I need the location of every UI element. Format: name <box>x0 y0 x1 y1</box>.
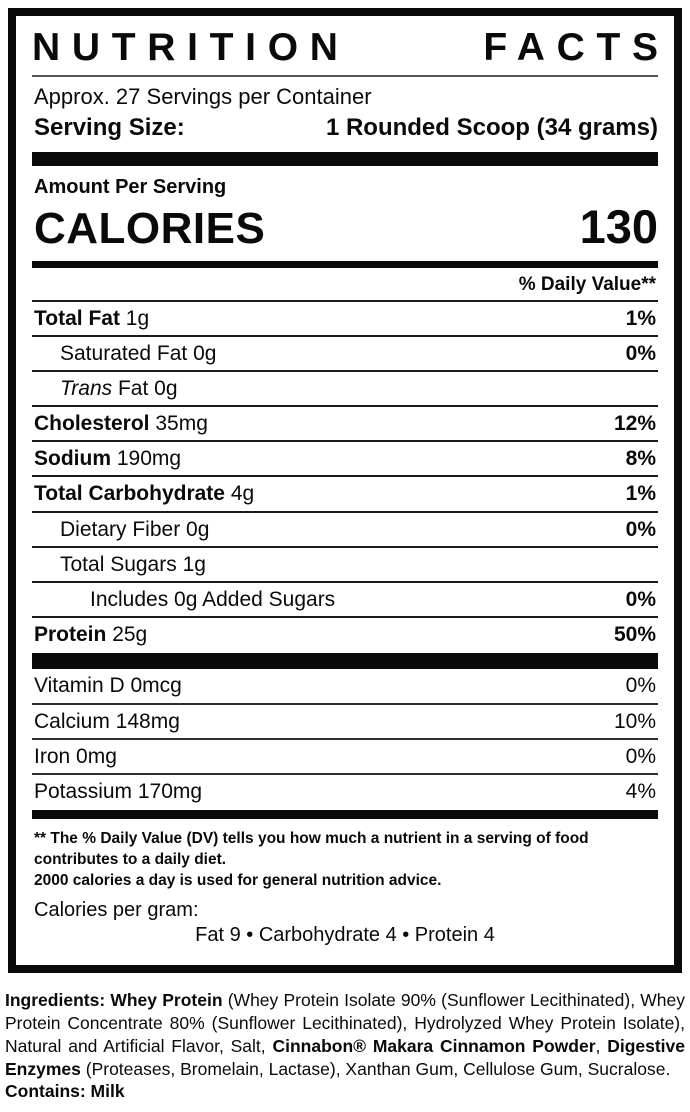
nutrient-name: Total Sugars 1g <box>60 552 206 576</box>
nutrient-amount: 1g <box>125 306 150 330</box>
nutrient-row-trans-fat <box>32 372 658 407</box>
calories-row <box>32 199 658 256</box>
calories-per-gram-label: Calories per gram: <box>34 898 199 921</box>
nutrient-amount: 25g <box>112 623 148 647</box>
thick-divider-bar <box>32 261 658 268</box>
label-title: NUTRITION FACTS <box>32 26 670 69</box>
micro-row-calcium <box>32 705 658 740</box>
nutrient-dv: 10% <box>613 709 656 733</box>
nutrient-dv: 0% <box>625 744 656 768</box>
nutrient-amount: 4g <box>230 482 255 506</box>
nutrient-table <box>32 302 658 652</box>
nutrient-name: Includes 0g Added Sugars <box>90 588 336 611</box>
serving-size-value: 1 Rounded Scoop (34 grams) <box>325 113 658 141</box>
serving-size-row <box>32 113 658 146</box>
footnote-line-2: 2000 calories a day is used for general nutrition advice. <box>34 871 442 889</box>
nutrient-name: Iron 0mg <box>34 744 117 768</box>
calories-per-gram-values: Fat 9 • Carbohydrate 4 • Protein 4 <box>195 923 495 946</box>
nutrient-row-cholesterol <box>32 407 658 442</box>
micronutrient-table <box>32 669 658 808</box>
amount-per-serving-label: Amount Per Serving <box>34 175 227 198</box>
nutrient-dv: 0% <box>625 517 656 541</box>
title-divider <box>32 75 658 77</box>
calories-label: CALORIES <box>34 203 266 253</box>
nutrient-dv: 50% <box>613 623 656 647</box>
contains-line: Contains: Milk <box>5 1081 125 1102</box>
nutrient-row-total-fat <box>32 302 658 337</box>
nutrient-name: Sodium 190mg <box>34 447 182 471</box>
nutrient-name: Calcium 148mg <box>34 709 180 733</box>
daily-value-header: % Daily Value** <box>32 272 658 302</box>
nutrient-row-dietary-fiber <box>32 513 658 548</box>
nutrient-dv: 0% <box>625 674 656 698</box>
nutrient-row-added-sugars <box>32 583 658 618</box>
nutrient-row-sodium <box>32 442 658 477</box>
thick-divider-bar <box>32 810 658 819</box>
footnote-line-1: ** The % Daily Value (DV) tells you how much a nutrient in a serving of food contributes to a daily diet. <box>34 830 589 869</box>
nutrition-facts-panel <box>8 8 682 973</box>
nutrient-name: Vitamin D 0mcg <box>34 674 182 698</box>
nutrient-amount: 35mg <box>155 412 208 436</box>
nutrient-dv: 0% <box>625 588 656 611</box>
daily-value-footnote <box>32 827 658 896</box>
nutrient-name: Potassium 170mg <box>34 779 203 803</box>
thick-divider-bar <box>32 653 658 669</box>
micro-row-iron <box>32 740 658 775</box>
ingredients-paragraph: Ingredients: Whey Protein (Whey Protein Isolate 90% (Sunflower Lecithinated), Whey Protein Concentrate 80% (Sunflower Lecithinated), Hydrolyzed Whey Protein Isolate), Natural and Artificial Flavor, Salt, Cinnabon® Makara Cinnamon Powder, Digestive Enzymes (Proteases, Bromelain, Lactase), Xanthan Gum, Cellulose Gum, Sucralose. <box>5 989 685 1080</box>
nutrient-name: Trans Fat 0g <box>60 376 178 400</box>
digestive-enzymes-bold: Digestive Enzymes <box>5 1036 685 1080</box>
calories-value: 130 <box>579 199 658 253</box>
nutrient-row-total-carbohydrate <box>32 477 658 512</box>
nutrient-dv: 1% <box>625 482 656 506</box>
nutrient-dv: 8% <box>625 447 656 471</box>
nutrient-dv: 0% <box>625 341 656 365</box>
nutrient-name: Protein 25g <box>34 623 148 647</box>
nutrient-row-total-sugars <box>32 548 658 583</box>
nutrient-name: Saturated Fat 0g <box>60 341 217 365</box>
nutrient-name: Total Carbohydrate 4g <box>34 482 255 506</box>
serving-size-label: Serving Size: <box>34 113 185 141</box>
nutrient-name: Total Fat 1g <box>34 306 150 330</box>
micro-row-potassium <box>32 775 658 808</box>
nutrient-amount: 190mg <box>116 447 182 471</box>
nutrient-dv: 4% <box>625 779 656 803</box>
nutrient-name: Dietary Fiber 0g <box>60 517 210 541</box>
cinnabon-makara-bold: Cinnabon® Makara Cinnamon Powder <box>272 1036 596 1057</box>
nutrient-row-saturated-fat <box>32 337 658 372</box>
nutrient-dv: 12% <box>613 412 656 436</box>
servings-per-container: Approx. 27 Servings per Container <box>34 84 372 109</box>
nutrient-name: Cholesterol 35mg <box>34 412 208 436</box>
ingredients-lead: Ingredients: Whey Protein <box>5 989 223 1010</box>
nutrient-row-protein <box>32 618 658 651</box>
thick-divider-bar <box>32 152 658 166</box>
micro-row-vitamin-d <box>32 669 658 704</box>
nutrient-dv: 1% <box>625 306 656 330</box>
